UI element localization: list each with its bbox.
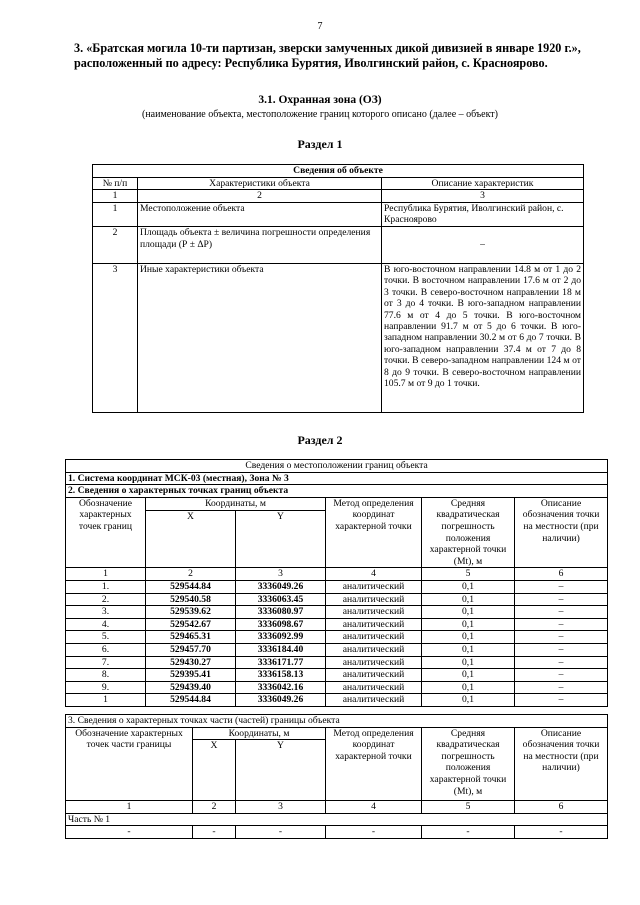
page-number: 7 bbox=[317, 21, 323, 32]
point-x: 529542.67 bbox=[146, 618, 236, 631]
table-row bbox=[66, 618, 608, 631]
coord-system: 1. Система координат МСК-03 (местная), Зона № 3 bbox=[66, 472, 608, 485]
points-body bbox=[66, 580, 608, 706]
point-error: 0,1 bbox=[422, 643, 515, 656]
part-cell: - bbox=[193, 826, 236, 839]
point-error: 0,1 bbox=[422, 580, 515, 593]
point-y: 3336049.26 bbox=[236, 694, 326, 707]
col-number-2: 2 bbox=[138, 190, 382, 203]
point-desc: – bbox=[515, 643, 608, 656]
point-x: 529465.31 bbox=[146, 631, 236, 644]
point-desc: – bbox=[515, 681, 608, 694]
point-desc: – bbox=[515, 669, 608, 682]
table-row bbox=[66, 826, 608, 839]
point-id: 3. bbox=[66, 606, 146, 619]
boundary-table-title: Сведения о местоположении границ объекта bbox=[66, 460, 608, 473]
point-x: 529430.27 bbox=[146, 656, 236, 669]
points-title: 2. Сведения о характерных точках границ объекта bbox=[66, 485, 608, 498]
point-error: 0,1 bbox=[422, 669, 515, 682]
part-cell: - bbox=[66, 826, 193, 839]
row-name: Иные характеристики объекта bbox=[138, 263, 382, 412]
part-cell: - bbox=[422, 826, 515, 839]
header-num: № п/п bbox=[93, 177, 138, 190]
parts-col-number-3: 3 bbox=[236, 801, 326, 814]
table-row bbox=[66, 656, 608, 669]
row-name: Площадь объекта ± величина погрешности определения площади (Р ± ΔР) bbox=[138, 226, 382, 263]
col-number-3: 3 bbox=[236, 568, 326, 581]
point-desc: – bbox=[515, 580, 608, 593]
point-desc: – bbox=[515, 656, 608, 669]
part-cell: - bbox=[236, 826, 326, 839]
point-method: аналитический bbox=[326, 656, 422, 669]
header-y: Y bbox=[236, 511, 326, 568]
point-x: 529395.41 bbox=[146, 669, 236, 682]
parts-header-method: Метод определения координат характерной точки bbox=[326, 727, 422, 801]
point-y: 3336042.16 bbox=[236, 681, 326, 694]
point-x: 529457.70 bbox=[146, 643, 236, 656]
point-method: аналитический bbox=[326, 580, 422, 593]
point-desc: – bbox=[515, 694, 608, 707]
point-method: аналитический bbox=[326, 643, 422, 656]
table-row bbox=[66, 669, 608, 682]
point-y: 3336098.67 bbox=[236, 618, 326, 631]
table-row bbox=[66, 593, 608, 606]
row-desc: – bbox=[382, 226, 584, 263]
point-id: 9. bbox=[66, 681, 146, 694]
point-method: аналитический bbox=[326, 606, 422, 619]
section-2-heading: Раздел 2 bbox=[297, 433, 343, 447]
boundary-points-table bbox=[65, 459, 608, 707]
point-error: 0,1 bbox=[422, 606, 515, 619]
point-x: 529439.40 bbox=[146, 681, 236, 694]
table-row bbox=[93, 263, 584, 412]
point-desc: – bbox=[515, 606, 608, 619]
point-error: 0,1 bbox=[422, 656, 515, 669]
col-number-2: 2 bbox=[146, 568, 236, 581]
point-error: 0,1 bbox=[422, 631, 515, 644]
point-method: аналитический bbox=[326, 631, 422, 644]
point-id: 4. bbox=[66, 618, 146, 631]
parts-header-y: Y bbox=[236, 740, 326, 801]
row-desc: В юго-восточном направлении 14.8 м от 1 до 2 точки. В восточном направлении 17.6 м от 2 до 3 точки. В северо-восточном направлении 18 м от 3 до 4 точки. В юго-западном направлении 77.6 м от 4 до 5 точки. В юго-восточном направлении 91.7 м от 5 до 6 точки. В юго-западном направлении 30.2 м от 6 до 7 точки. В юго-западном направлении 37.4 м от 7 до 8 точки. В северо-западном направлении 124 м от 8 до 9 точки. В северо-восточном направлении 105.7 м от 9 до 1 точки. bbox=[382, 263, 584, 412]
table-row bbox=[66, 694, 608, 707]
col-number-4: 4 bbox=[326, 568, 422, 581]
col-number-6: 6 bbox=[515, 568, 608, 581]
parts-col-number-5: 5 bbox=[422, 801, 515, 814]
point-method: аналитический bbox=[326, 618, 422, 631]
table-row bbox=[93, 202, 584, 226]
subsection-title: 3.1. Охранная зона (ОЗ) bbox=[258, 94, 382, 106]
parts-header-error: Средняя квадратическая погрешность положения характерной точки (Mt), м bbox=[422, 727, 515, 801]
header-coords: Координаты, м bbox=[146, 497, 326, 511]
parts-header-coords: Координаты, м bbox=[193, 727, 326, 740]
point-id: 6. bbox=[66, 643, 146, 656]
subsection-note: (наименование объекта, местоположение границ которого описано (далее – объект) bbox=[141, 109, 499, 120]
point-error: 0,1 bbox=[422, 694, 515, 707]
table-row bbox=[66, 681, 608, 694]
point-y: 3336080.97 bbox=[236, 606, 326, 619]
point-id: 1 bbox=[66, 694, 146, 707]
header-desc: Описание обозначения точки на местности (при наличии) bbox=[515, 497, 608, 568]
object-info-title: Сведения об объекте bbox=[93, 165, 584, 178]
point-y: 3336184.40 bbox=[236, 643, 326, 656]
point-y: 3336063.45 bbox=[236, 593, 326, 606]
header-x: X bbox=[146, 511, 236, 568]
row-desc: Республика Бурятия, Иволгинский район, с. Красноярово bbox=[382, 202, 584, 226]
point-id: 7. bbox=[66, 656, 146, 669]
row-num: 3 bbox=[93, 263, 138, 412]
point-desc: – bbox=[515, 631, 608, 644]
point-x: 529540.58 bbox=[146, 593, 236, 606]
header-characteristics: Характеристики объекта bbox=[138, 177, 382, 190]
point-x: 529544.84 bbox=[146, 580, 236, 593]
point-error: 0,1 bbox=[422, 681, 515, 694]
point-method: аналитический bbox=[326, 681, 422, 694]
table-row bbox=[66, 643, 608, 656]
table-row bbox=[93, 226, 584, 263]
header-method: Метод определения координат характерной точки bbox=[326, 497, 422, 568]
parts-col-number-4: 4 bbox=[326, 801, 422, 814]
table-row bbox=[66, 631, 608, 644]
col-number-1: 1 bbox=[66, 568, 146, 581]
point-desc: – bbox=[515, 593, 608, 606]
point-method: аналитический bbox=[326, 694, 422, 707]
header-point: Обозначение характерных точек границ bbox=[66, 497, 146, 568]
parts-col-number-2: 2 bbox=[193, 801, 236, 814]
object-title: 3. «Братская могила 10-ти партизан, зверски замученных дикой дивизией в январе 1920 г.», расположенный по адресу: Республика Бурятия, Иволгинский район, с. Красноярово. bbox=[74, 41, 581, 70]
object-info-table bbox=[92, 164, 584, 413]
parts-title: 3. Сведения о характерных точках части (частей) границы объекта bbox=[66, 715, 608, 728]
parts-col-number-1: 1 bbox=[66, 801, 193, 814]
parts-header-x: X bbox=[193, 740, 236, 801]
point-y: 3336158.13 bbox=[236, 669, 326, 682]
row-num: 1 bbox=[93, 202, 138, 226]
parts-header-desc: Описание обозначения точки на местности (при наличии) bbox=[515, 727, 608, 801]
table-row bbox=[66, 580, 608, 593]
col-number-1: 1 bbox=[93, 190, 138, 203]
row-name: Местоположение объекта bbox=[138, 202, 382, 226]
section-1-heading: Раздел 1 bbox=[297, 137, 343, 151]
point-id: 8. bbox=[66, 669, 146, 682]
col-number-5: 5 bbox=[422, 568, 515, 581]
part-cell: - bbox=[326, 826, 422, 839]
point-method: аналитический bbox=[326, 593, 422, 606]
part-label: Часть № 1 bbox=[66, 813, 608, 826]
parts-col-number-6: 6 bbox=[515, 801, 608, 814]
part-points-table bbox=[65, 714, 608, 839]
point-id: 5. bbox=[66, 631, 146, 644]
point-id: 2. bbox=[66, 593, 146, 606]
point-y: 3336049.26 bbox=[236, 580, 326, 593]
point-desc: – bbox=[515, 618, 608, 631]
row-num: 2 bbox=[93, 226, 138, 263]
point-y: 3336092.99 bbox=[236, 631, 326, 644]
point-error: 0,1 bbox=[422, 593, 515, 606]
point-x: 529544.84 bbox=[146, 694, 236, 707]
table-row bbox=[66, 606, 608, 619]
point-x: 529539.62 bbox=[146, 606, 236, 619]
point-y: 3336171.77 bbox=[236, 656, 326, 669]
point-error: 0,1 bbox=[422, 618, 515, 631]
point-id: 1. bbox=[66, 580, 146, 593]
point-method: аналитический bbox=[326, 669, 422, 682]
part-cell: - bbox=[515, 826, 608, 839]
header-error: Средняя квадратическая погрешность положения характерной точки (Mt), м bbox=[422, 497, 515, 568]
col-number-3: 3 bbox=[382, 190, 584, 203]
parts-header-point: Обозначение характерных точек части границы bbox=[66, 727, 193, 801]
header-description: Описание характеристик bbox=[382, 177, 584, 190]
